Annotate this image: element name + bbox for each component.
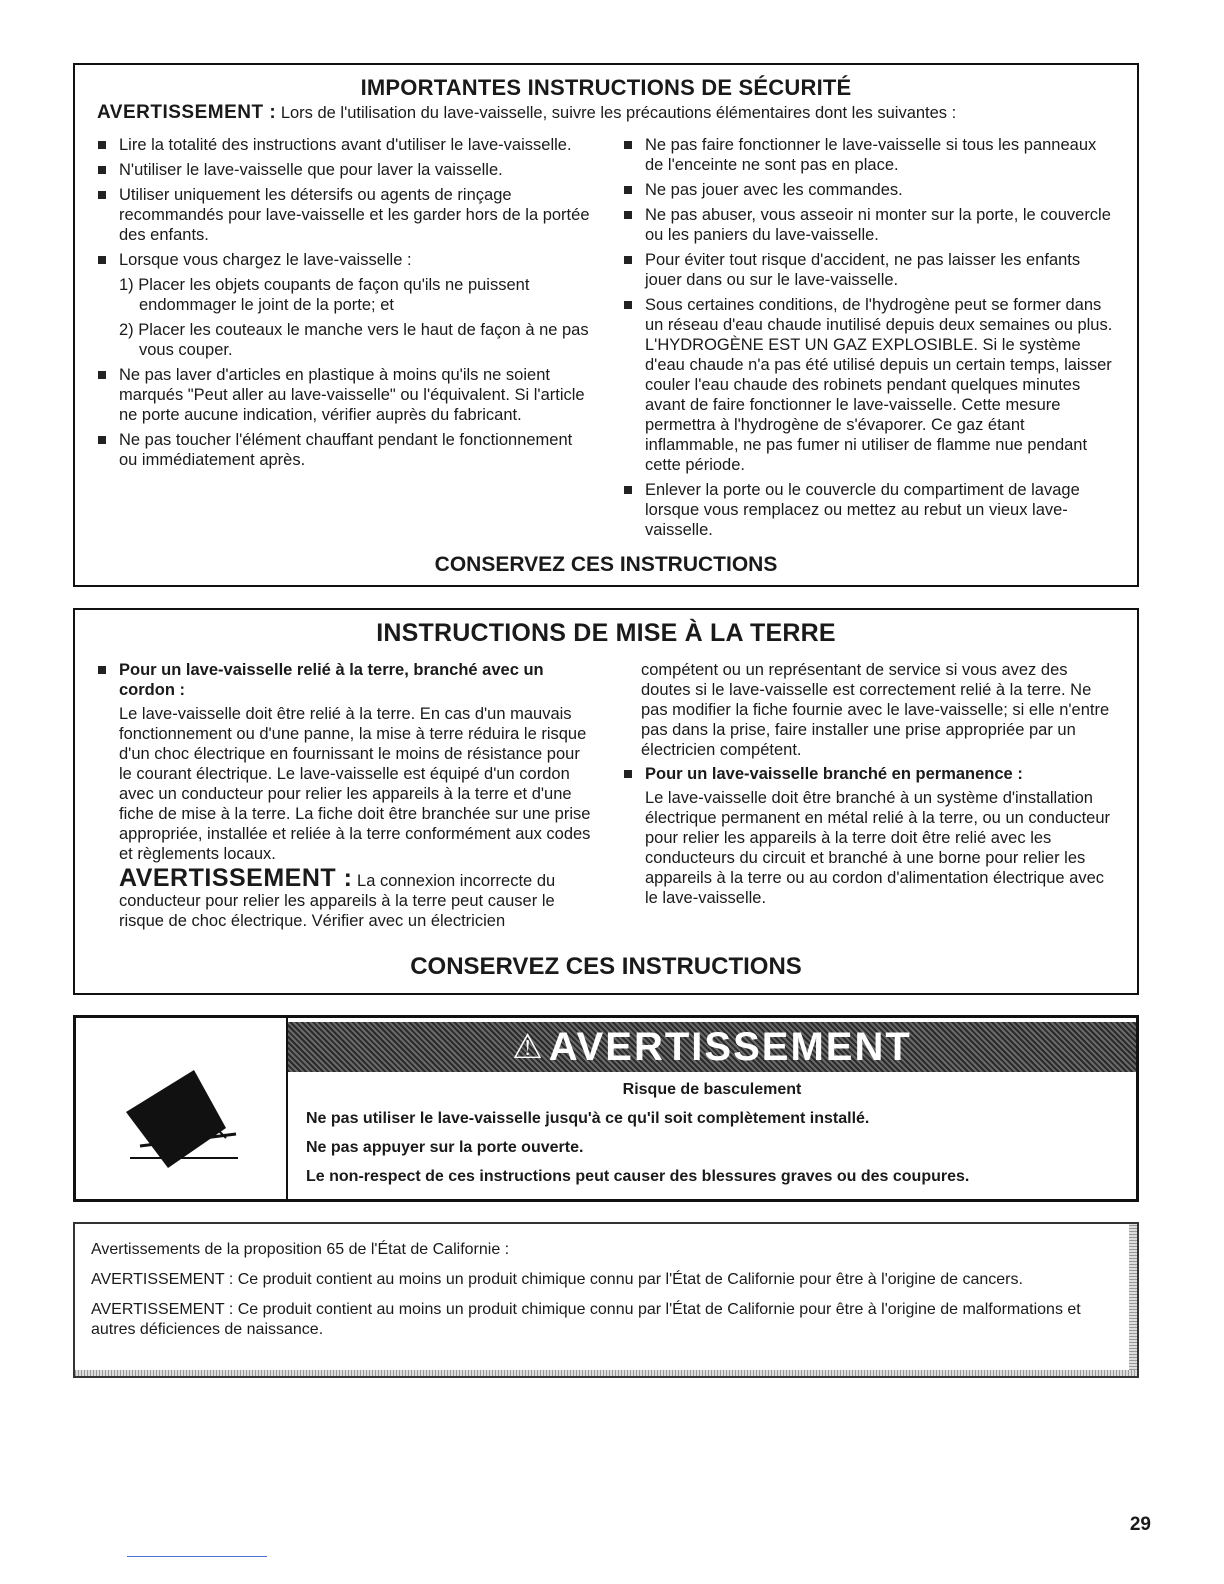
safety-item [97, 185, 593, 245]
safety-item [97, 135, 593, 155]
prop65-line: AVERTISSEMENT : Ce produit contient au moins un produit chimique connu par l'État de Californie pour être à l'origine de malformations et autres déficiences de naissance. [91, 1301, 1081, 1338]
safety-item [97, 160, 593, 180]
grounding-warning [97, 864, 593, 931]
safety-item [623, 250, 1119, 290]
safety-sub-item: 2) Placer les couteaux le manche vers le haut de façon à ne pas vous couper. [119, 321, 589, 359]
tip-over-line: Le non-respect de ces instructions peut causer des blessures graves ou des coupures. [306, 1168, 970, 1185]
prop65-box [73, 1222, 1139, 1378]
grounding-permanent-body: Le lave-vaisselle doit être branché à un système d'installation électrique permanent en métal relié à la terre, ou un conducteur pour relier les appareils à la terre doit être relié avec les conducteurs du circuit et branché à une borne pour relier les appareils à la terre ou au cordon d'alimentation électrique avec le lave-vaisselle. [645, 789, 1111, 907]
grounding-title: INSTRUCTIONS DE MISE À LA TERRE [376, 619, 836, 647]
safety-item-text: N'utiliser le lave-vaisselle que pour laver la vaisselle. [119, 161, 503, 179]
square-bullet-icon [98, 371, 106, 379]
safety-item-text: Utiliser uniquement les détersifs ou agents de rinçage recommandés pour lave-vaisselle et les garder hors de la portée des enfants. [119, 186, 590, 244]
tip-over-illustration [76, 1018, 288, 1199]
safety-item [97, 430, 593, 470]
safety-item-text: Lire la totalité des instructions avant d'utiliser le lave-vaisselle. [119, 136, 572, 154]
safety-item-text: Enlever la porte ou le couvercle du compartiment de lavage lorsque vous remplacez ou mettez au rebut un vieux lave-vaisselle. [645, 481, 1080, 539]
safety-item [97, 365, 593, 425]
footer-rule [127, 1556, 267, 1557]
grounding-cord-heading: Pour un lave-vaisselle relié à la terre, branché avec un cordon : [119, 661, 544, 699]
safety-item [97, 250, 593, 270]
safety-item-text: Ne pas faire fonctionner le lave-vaisselle si tous les panneaux de l'enceinte ne sont pas en place. [645, 136, 1097, 174]
square-bullet-icon [98, 666, 106, 674]
square-bullet-icon [624, 256, 632, 264]
grounding-continued-text: compétent ou un représentant de service si vous avez des doutes si le lave-vaisselle est correctement relié à la terre. Ne pas modifier la fiche fournie avec le lave-vaisselle; si elle n'entre pas dans la prise, faire installer une prise appropriée par un électricien compétent. [641, 661, 1110, 759]
warning-banner [288, 1022, 1136, 1072]
safety-warning [97, 103, 1137, 123]
tip-over-line: Ne pas appuyer sur la porte ouverte. [306, 1139, 584, 1156]
tip-over-warning-box [73, 1015, 1139, 1202]
grounding-columns [97, 660, 1119, 931]
grounding-instructions-box [73, 608, 1139, 995]
square-bullet-icon [624, 301, 632, 309]
warning-banner-text: AVERTISSEMENT [548, 1024, 912, 1069]
square-bullet-icon [98, 141, 106, 149]
grounding-warning-text: La connexion incorrecte du conducteur pour relier les appareils à la terre peut causer le risque de choc électrique. Vérifier avec un électricien [119, 872, 556, 930]
safety-item-text: Lorsque vous chargez le lave-vaisselle : [119, 251, 412, 269]
safety-left-column [97, 135, 619, 545]
safety-item [623, 295, 1119, 475]
grounding-left-column [97, 660, 619, 931]
tip-over-icon [76, 1018, 284, 1198]
page-number: 29 [1129, 1514, 1151, 1535]
grounding-right-column [619, 660, 1119, 931]
prop65-shadow-bottom [75, 1370, 1137, 1376]
safety-item [623, 135, 1119, 175]
safety-item-text: Ne pas abuser, vous asseoir ni monter sur la porte, le couvercle ou les paniers du lave-vaisselle. [645, 206, 1111, 244]
grounding-permanent-heading: Pour un lave-vaisselle branché en permanence : [645, 765, 1023, 783]
safety-item [623, 180, 1119, 200]
tip-over-content [288, 1018, 1136, 1199]
safety-item-text: Ne pas toucher l'élément chauffant pendant le fonctionnement ou immédiatement après. [119, 431, 573, 469]
safety-columns [97, 135, 1119, 545]
safety-item [623, 480, 1119, 540]
square-bullet-icon [98, 256, 106, 264]
grounding-permanent-item [623, 764, 1119, 784]
safety-item-text: Ne pas jouer avec les commandes. [645, 181, 903, 199]
grounding-conserve: CONSERVEZ CES INSTRUCTIONS [410, 953, 802, 980]
square-bullet-icon [98, 436, 106, 444]
prop65-content [75, 1224, 1137, 1340]
safety-item-text: Ne pas laver d'articles en plastique à moins qu'ils ne soient marqués "Peut aller au lave-vaisselle" ou l'équivalent. Si l'article ne porte aucune indication, vérifier auprès du fabricant. [119, 366, 585, 424]
safety-warning-text: Lors de l'utilisation du lave-vaisselle, suivre les précautions élémentaires dont les suivantes : [280, 104, 957, 122]
safety-title: IMPORTANTES INSTRUCTIONS DE SÉCURITÉ [360, 75, 852, 100]
safety-sub-item: 1) Placer les objets coupants de façon qu'ils ne puissent endommager le joint de la porte; et [119, 276, 530, 314]
square-bullet-icon [98, 166, 106, 174]
prop65-shadow-right [1129, 1224, 1137, 1376]
safety-item [623, 205, 1119, 245]
square-bullet-icon [624, 770, 632, 778]
warning-triangle-icon: ⚠ [512, 1028, 545, 1066]
square-bullet-icon [624, 141, 632, 149]
safety-right-column [619, 135, 1119, 545]
square-bullet-icon [624, 486, 632, 494]
safety-item-text: Sous certaines conditions, de l'hydrogène peut se former dans un réseau d'eau chaude inutilisé depuis deux semaines ou plus. L'HYDROGÈNE EST UN GAZ EXPLOSIBLE. Si le système d'eau chaude n'a pas été utilisé depuis un certain temps, laisser couler l'eau chaude des robinets pendant quelques minutes avant de faire fonctionner le lave-vaisselle. Cette mesure permettra à l'hydrogène de s'évaporer. Ce gaz étant inflammable, ne pas fumer ni utiliser de flamme nue pendant cette période. [645, 296, 1113, 474]
safety-warning-label: AVERTISSEMENT : [97, 102, 277, 123]
grounding-cord-item [97, 660, 593, 700]
safety-conserve: CONSERVEZ CES INSTRUCTIONS [434, 553, 778, 576]
prop65-line: AVERTISSEMENT : Ce produit contient au moins un produit chimique connu par l'État de Californie pour être à l'origine de cancers. [91, 1271, 1023, 1288]
prop65-heading: Avertissements de la proposition 65 de l'État de Californie : [91, 1241, 510, 1258]
grounding-warning-label: AVERTISSEMENT : [119, 864, 353, 892]
square-bullet-icon [98, 191, 106, 199]
tip-over-line: Ne pas utiliser le lave-vaisselle jusqu'à ce qu'il soit complètement installé. [306, 1110, 870, 1127]
square-bullet-icon [624, 211, 632, 219]
grounding-cord-body: Le lave-vaisselle doit être relié à la terre. En cas d'un mauvais fonctionnement ou d'une panne, la mise à terre réduira le risque d'un choc électrique en fournissant le moins de résistance pour le courant électrique. Le lave-vaisselle est équipé d'un cordon avec un conducteur pour relier les appareils à la terre et d'une fiche de mise à la terre. La fiche doit être branchée sur une prise appropriée, installée et reliée à la terre conformément aux codes et règlements locaux. [119, 705, 591, 863]
safety-item-text: Pour éviter tout risque d'accident, ne pas laisser les enfants jouer dans ou sur le lave-vaisselle. [645, 251, 1081, 289]
tip-over-subtitle: Risque de basculement [622, 1081, 802, 1098]
safety-instructions-box [73, 63, 1139, 587]
square-bullet-icon [624, 186, 632, 194]
